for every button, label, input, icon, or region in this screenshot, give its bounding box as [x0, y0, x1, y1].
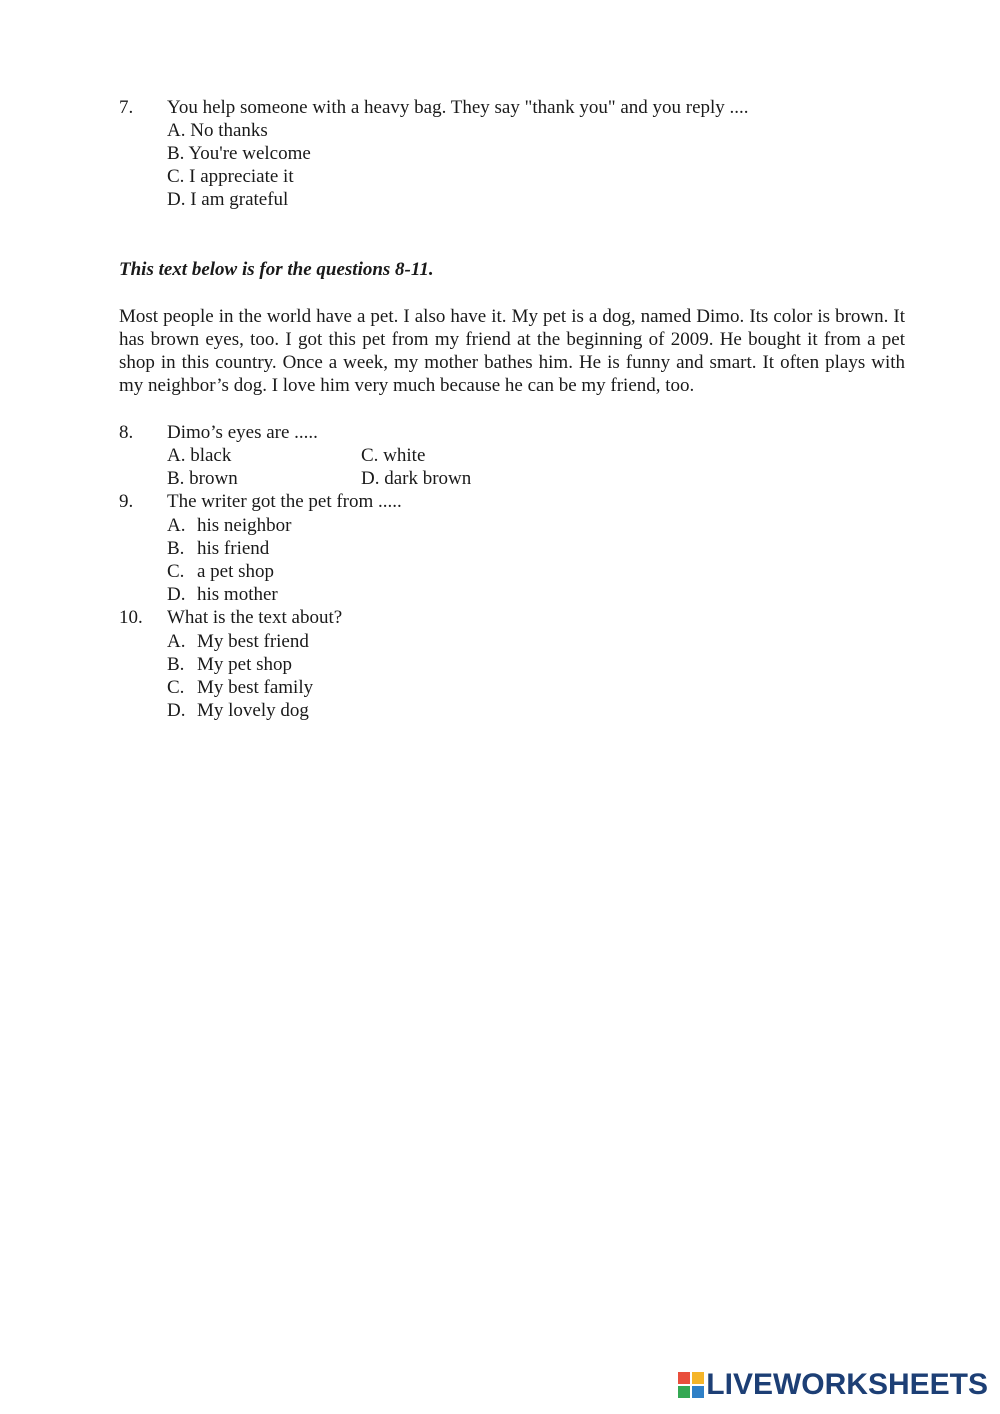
option-text: My lovely dog	[197, 700, 309, 721]
question-9-option-b	[167, 537, 269, 560]
question-8-option-c: C. white	[361, 445, 426, 466]
liveworksheets-logo-text: LIVEWORKSHEETS	[706, 1368, 988, 1401]
question-10-option-d	[167, 699, 309, 722]
question-8-option-b: B. brown	[167, 468, 238, 489]
question-7-option-b: B. You're welcome	[167, 143, 311, 164]
option-text: his friend	[197, 538, 270, 559]
question-8-text: Dimo’s eyes are .....	[167, 422, 318, 443]
question-7-option-c: C. I appreciate it	[167, 166, 294, 187]
question-10-option-a	[167, 630, 309, 653]
logo-tile	[692, 1386, 704, 1398]
question-9-number: 9.	[119, 491, 134, 512]
option-letter: A.	[167, 631, 186, 652]
reading-passage: Most people in the world have a pet. I also have it. My pet is a dog, named Dimo. Its color is brown. It has brown eyes, too. I got this pet from my friend at the beginning of 2009. He bought it from a pet shop in this country. Once a week, my mother bathes him. He is funny and smart. It often plays with my neighbor’s dog. I love him very much because he can be my friend, too.	[119, 306, 905, 396]
logo-tile	[678, 1386, 690, 1398]
question-10-number: 10.	[119, 607, 143, 628]
question-7-text: You help someone with a heavy bag. They say "thank you" and you reply ....	[167, 97, 749, 118]
logo-tile	[692, 1372, 704, 1384]
option-letter: D.	[167, 700, 186, 721]
option-text: a pet shop	[197, 561, 275, 582]
option-letter: C.	[167, 561, 185, 582]
reading-heading: This text below is for the questions 8-11.	[119, 259, 434, 280]
option-text: his mother	[197, 584, 278, 605]
question-10-option-b	[167, 653, 292, 676]
liveworksheets-logo-icon	[678, 1372, 704, 1398]
question-8-number: 8.	[119, 422, 134, 443]
question-9-option-a	[167, 514, 291, 537]
question-9-option-d	[167, 583, 278, 606]
option-text: My best friend	[197, 631, 309, 652]
option-letter: D.	[167, 584, 186, 605]
option-letter: B.	[167, 654, 185, 675]
question-10-option-c	[167, 676, 313, 699]
question-9-text: The writer got the pet from .....	[167, 491, 402, 512]
option-letter: A.	[167, 515, 186, 536]
question-10-text: What is the text about?	[167, 607, 343, 628]
question-9-option-c	[167, 560, 274, 583]
question-7-number: 7.	[119, 97, 134, 118]
option-letter: C.	[167, 677, 185, 698]
question-8-option-a: A. black	[167, 445, 232, 466]
question-7-option-d: D. I am grateful	[167, 189, 289, 210]
option-text: My pet shop	[197, 654, 292, 675]
question-8-option-d: D. dark brown	[361, 468, 472, 489]
logo-tile	[678, 1372, 690, 1384]
option-text: My best family	[197, 677, 314, 698]
question-7-option-a: A. No thanks	[167, 120, 268, 141]
liveworksheets-logo[interactable]	[678, 1368, 988, 1402]
option-letter: B.	[167, 538, 185, 559]
option-text: his neighbor	[197, 515, 292, 536]
